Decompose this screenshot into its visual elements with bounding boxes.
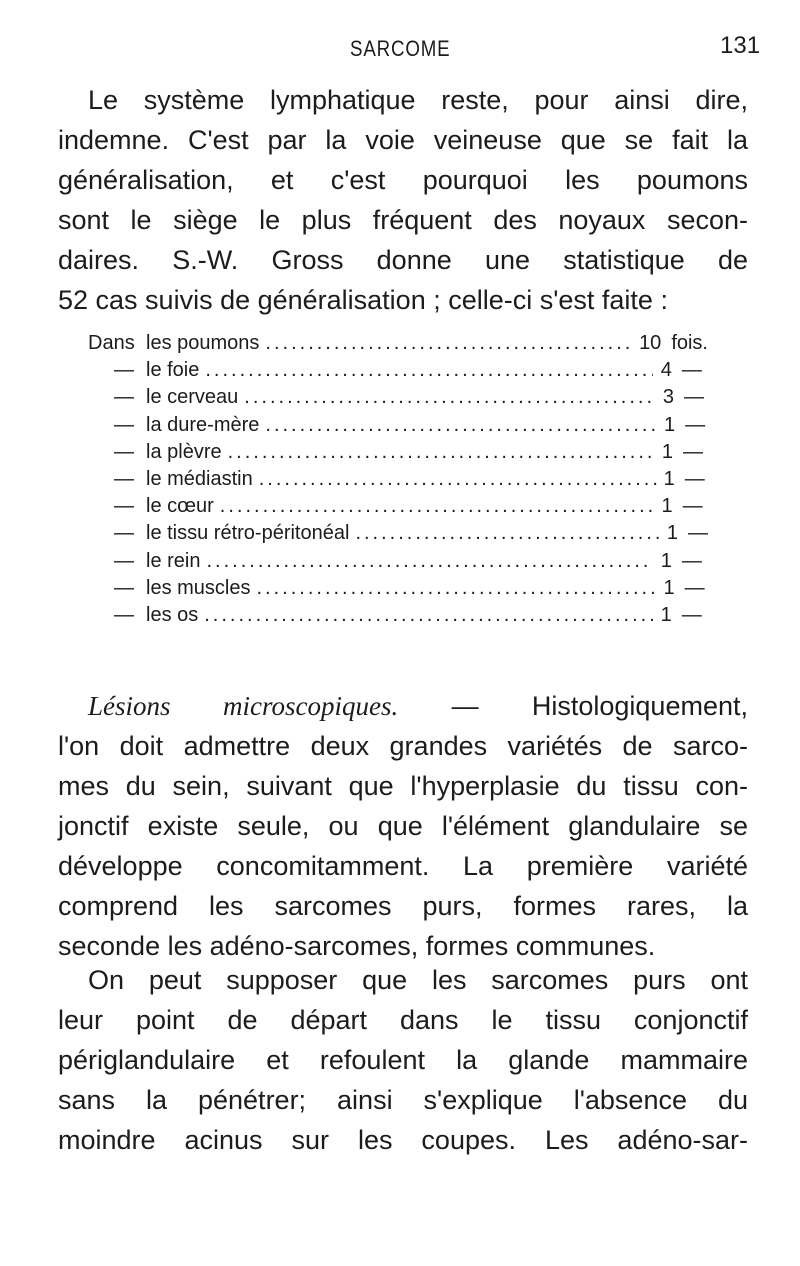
stat-prefix: —	[114, 440, 134, 463]
stat-prefix: —	[114, 359, 134, 382]
stat-unit: —	[681, 603, 702, 626]
stat-count: 1	[661, 495, 673, 518]
stat-count: 3	[662, 386, 674, 409]
text-line: moindre acinus sur les coupes. Les adéno-sar-	[58, 1125, 748, 1155]
stat-organ: le rein	[146, 549, 201, 572]
stat-organ: la dure-mère	[146, 413, 260, 436]
stat-unit: —	[681, 549, 702, 572]
stat-unit: —	[685, 413, 706, 436]
stat-row	[88, 384, 708, 411]
text-line: leur point de départ dans le tissu conjonctif	[58, 1005, 748, 1035]
stat-count: 1	[663, 413, 676, 436]
running-title: SARCOME	[350, 36, 451, 61]
dot-leader	[244, 384, 656, 411]
stat-organ: le cœur	[146, 495, 214, 518]
stat-unit: —	[682, 495, 703, 518]
stat-organ: les os	[146, 603, 199, 626]
paragraph-generalisation	[58, 80, 748, 320]
text-line: 52 cas suivis de généralisation ; celle-ci s'est faite :	[58, 285, 668, 315]
stat-row	[88, 520, 708, 547]
stat-count: 4	[660, 359, 672, 382]
stat-unit: —	[684, 576, 705, 599]
text-line: sont le siège le plus fréquent des noyaux secon-	[58, 205, 748, 235]
text-line: seconde les adéno-sarcomes, formes communes.	[58, 931, 656, 961]
stat-prefix: —	[114, 603, 134, 626]
stat-count: 1	[660, 549, 672, 572]
stat-prefix: —	[114, 467, 134, 490]
stat-prefix: Dans	[88, 332, 135, 354]
text-line: comprend les sarcomes purs, formes rares, la	[58, 891, 748, 921]
text-line	[58, 686, 748, 726]
stat-unit: —	[681, 359, 702, 382]
dot-leader	[259, 466, 657, 493]
text-line: indemne. C'est par la voie veineuse que se fait la	[58, 125, 748, 155]
text-line: mes du sein, suivant que l'hyperplasie du tissu con-	[58, 771, 748, 801]
stat-unit: —	[684, 467, 705, 490]
stat-row	[88, 357, 708, 384]
stat-row	[88, 412, 708, 439]
stat-organ: le foie	[146, 359, 200, 382]
stat-unit: —	[683, 440, 704, 463]
text-line: jonctif existe seule, ou que l'élément glandulaire se	[58, 811, 748, 841]
stat-row	[88, 330, 708, 357]
page-number: 131	[720, 32, 761, 59]
stat-count: 1	[663, 467, 675, 490]
stat-organ: les poumons	[146, 332, 260, 354]
dot-leader	[265, 412, 657, 439]
dot-leader	[220, 493, 654, 520]
stat-organ: le médiastin	[146, 467, 253, 490]
stat-row	[88, 548, 708, 575]
text-line: sans la pénétrer; ainsi s'explique l'absence du	[58, 1085, 748, 1115]
stat-prefix: —	[114, 495, 134, 518]
stat-organ: le tissu rétro-péritonéal	[146, 522, 350, 545]
text-line: l'on doit admettre deux grandes variétés de sarco-	[58, 731, 748, 761]
paragraph-microscopic-lesions	[58, 686, 748, 966]
stat-count: 1	[663, 576, 675, 599]
stat-prefix: —	[114, 413, 134, 436]
stat-count: 1	[666, 522, 678, 545]
dot-leader	[204, 602, 652, 629]
text-line: développe concomitamment. La première variété	[58, 851, 748, 881]
text-line: Le système lymphatique reste, pour ainsi dire,	[88, 85, 748, 115]
stat-organ: la plèvre	[146, 440, 222, 463]
stat-organ: le cerveau	[146, 386, 239, 409]
stat-count: 10	[639, 332, 662, 354]
stat-count: 1	[661, 440, 674, 463]
generalisation-statistics-list	[88, 330, 708, 629]
stat-row	[88, 602, 708, 629]
stat-row	[88, 439, 708, 466]
section-heading: Lésions microscopiques.	[88, 691, 399, 721]
text-line: daires. S.-W. Gross donne une statistique de	[58, 245, 748, 275]
stat-prefix: —	[114, 522, 134, 545]
stat-prefix: —	[114, 576, 134, 599]
stat-row	[88, 493, 708, 520]
stat-row	[88, 466, 708, 493]
dot-leader	[265, 330, 633, 357]
heading-continuation: — Histologiquement,	[398, 691, 748, 721]
paragraph-pure-sarcomas	[58, 960, 748, 1160]
stat-organ: les muscles	[146, 576, 251, 599]
running-head	[0, 32, 800, 76]
stat-prefix: —	[114, 386, 134, 409]
dot-leader	[256, 575, 656, 602]
dot-leader	[355, 520, 660, 547]
text-line: généralisation, et c'est pourquoi les poumons	[58, 165, 748, 195]
dot-leader	[206, 548, 652, 575]
dot-leader	[228, 439, 655, 466]
stat-unit: —	[688, 522, 708, 545]
text-line: On peut supposer que les sarcomes purs ont	[88, 965, 748, 995]
stat-prefix: —	[114, 549, 134, 572]
stat-count: 1	[660, 603, 672, 626]
text-line: périglandulaire et refoulent la glande mammaire	[58, 1045, 748, 1075]
dot-leader	[205, 357, 652, 384]
stat-unit: —	[683, 386, 704, 409]
stat-row	[88, 575, 708, 602]
stat-unit: fois.	[671, 332, 708, 354]
